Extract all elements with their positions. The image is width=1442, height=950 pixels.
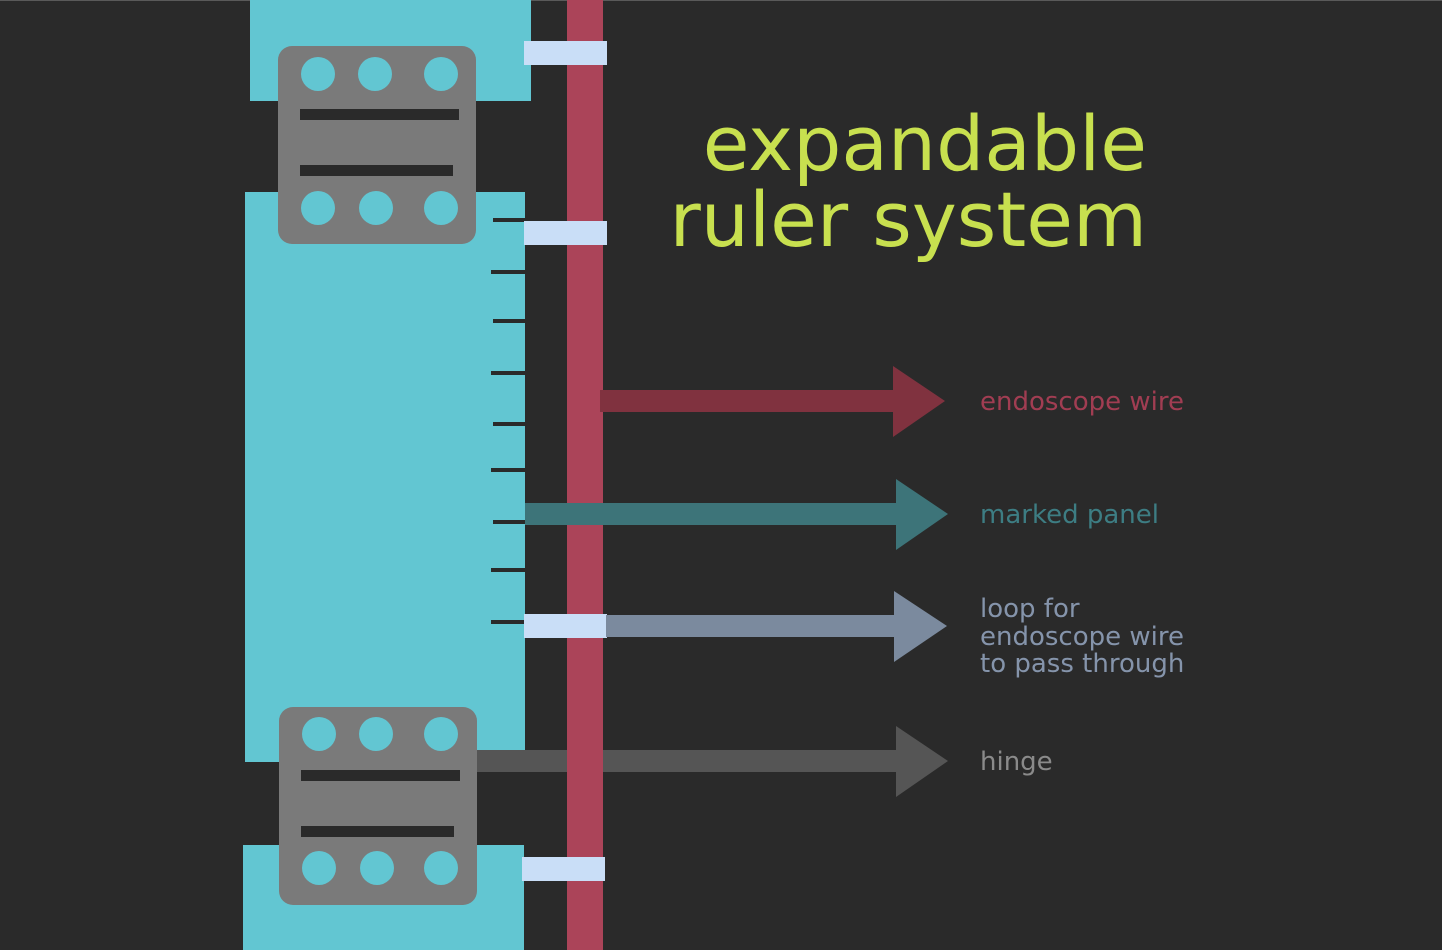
bottom-hinge bbox=[279, 707, 477, 905]
top-hinge bbox=[278, 46, 476, 244]
hinge-hole bbox=[358, 57, 392, 91]
hinge-bar bbox=[300, 165, 453, 176]
ruler-tick bbox=[491, 270, 525, 274]
hinge-hole bbox=[424, 57, 458, 91]
label-loop-line-2: endoscope wire bbox=[980, 622, 1185, 652]
wire-loop bbox=[524, 41, 607, 65]
label-marked-panel: marked panel bbox=[980, 500, 1159, 530]
hinge-hole bbox=[424, 191, 458, 225]
loop-arrow bbox=[606, 591, 947, 662]
marked-panel bbox=[245, 192, 525, 762]
hinge-arrow bbox=[470, 726, 948, 797]
label-endoscope-wire: endoscope wire bbox=[980, 387, 1185, 417]
ruler-tick bbox=[493, 520, 525, 524]
wire-loop bbox=[524, 614, 607, 638]
ruler-tick bbox=[493, 319, 525, 323]
ruler-tick bbox=[491, 620, 525, 624]
ruler-tick bbox=[491, 568, 525, 572]
hinge-hole bbox=[424, 851, 458, 885]
ruler-tick bbox=[493, 422, 525, 426]
hinge-hole bbox=[359, 191, 393, 225]
hinge-hole bbox=[360, 851, 394, 885]
label-loop-line-3: to pass through bbox=[980, 649, 1185, 679]
endoscope-wire bbox=[567, 0, 603, 950]
ruler-tick bbox=[491, 468, 525, 472]
wire-loop bbox=[524, 221, 607, 245]
hinge-bar bbox=[300, 109, 459, 120]
endoscope-wire-arrow bbox=[600, 366, 945, 437]
hinge-hole bbox=[301, 191, 335, 225]
label-hinge: hinge bbox=[980, 747, 1053, 777]
label-loop-line-1: loop for bbox=[980, 594, 1080, 624]
hinge-hole bbox=[302, 717, 336, 751]
diagram-title-line-2: ruler system bbox=[669, 175, 1147, 264]
wire-loop bbox=[522, 857, 605, 881]
hinge-bar bbox=[301, 826, 454, 837]
hinge-hole bbox=[301, 57, 335, 91]
hinge-hole bbox=[302, 851, 336, 885]
hinge-hole bbox=[359, 717, 393, 751]
ruler-tick bbox=[493, 218, 525, 222]
ruler-tick bbox=[491, 371, 525, 375]
diagram-title-line-1: expandable bbox=[702, 99, 1147, 188]
hinge-bar bbox=[301, 770, 460, 781]
hinge-hole bbox=[424, 717, 458, 751]
